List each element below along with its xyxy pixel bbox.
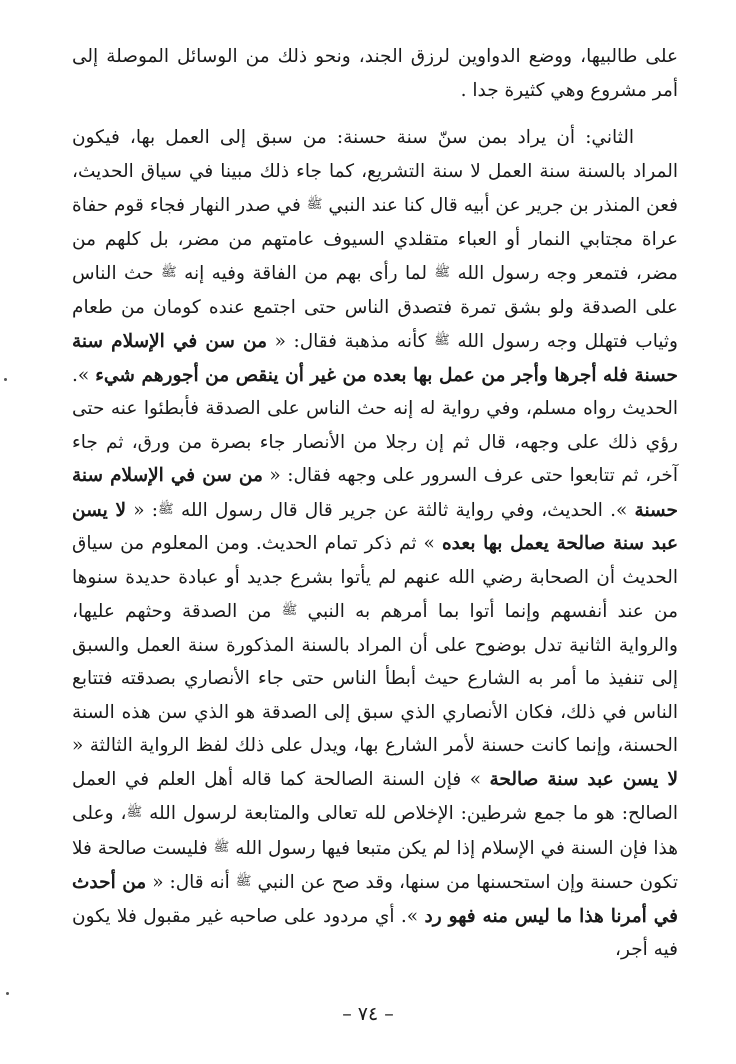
intro-paragraph: على طالبيها، ووضع الدواوين لرزق الجند، ونحو ذلك من الوسائل الموصلة إلى أمر مشروع وهي كثيرة جدا . [72, 46, 678, 101]
document-page [72, 40, 678, 967]
text-run: فليست صالحة فلا تكون حسنة وإن استحسنها من سنها، وقد صح عن النبي [72, 837, 679, 893]
salla-symbol: ﷺ [434, 265, 451, 280]
salla-symbol: ﷺ [126, 805, 143, 820]
salla-symbol: ﷺ [160, 265, 177, 280]
scan-speck [4, 378, 7, 381]
text-run: في صدر النهار فجاء قوم حفاة عراة مجتابي النمار أو العباء متقلدي السيوف عامتهم من مضر، بل كلهم من مضر، فتمعر وجه رسول الله [72, 195, 678, 284]
salla-symbol: ﷺ [281, 603, 298, 618]
hadith-quote: من سن في الإسلام سنة حسنة [72, 465, 678, 521]
salla-symbol: ﷺ [213, 839, 230, 855]
hadith-quote: لا يسن عبد سنة صالحة [489, 768, 678, 790]
hadith-quote: لا يسن عبد سنة صالحة يعمل بها بعده [72, 499, 679, 554]
scan-speck [6, 992, 9, 995]
text-run: ». الحديث رواه مسلم، وفي رواية له إنه حث الناس على الصدقة فأبطئوا عنه حتى رؤي ذلك على وجهه، قال ثم إن رجلا من الأنصار جاء بصرة من ورق، ثم جاء آخر، ثم تتابعوا حتى عرف السرور على وجهه فقال: « [72, 364, 678, 486]
text-run: الثاني: أن يراد بمن سنّ سنة حسنة: من سبق إلى العمل بها، فيكون المراد بالسنة سنة العمل لا سنة التشريع، كما جاء ذلك مبينا في سياق الحديث، فعن المنذر بن جرير عن أبيه قال كنا عند النبي [72, 127, 678, 216]
text-run: ». أي مردود على صاحبه غير مقبول فلا يكون فيه أجر، [72, 905, 678, 960]
text-run: ، وعلى هذا فإن السنة في الإسلام إذا لم يكن متبعا فيها رسول الله [72, 803, 678, 859]
salla-symbol: ﷺ [158, 501, 174, 517]
page-number: – ٧٤ – [342, 1003, 394, 1025]
salla-symbol: ﷺ [235, 874, 252, 889]
salla-symbol: ﷺ [434, 333, 450, 348]
hadith-quote: من سن في الإسلام سنة حسنة فله أجرها وأجر من عمل بها بعده من غير أن ينقص من أجورهم شيء [72, 331, 678, 386]
text-run: لما رأى بهم من الفاقة وفيه إنه [176, 263, 435, 284]
text-run: من الصدقة وحثهم عليها، والرواية الثانية تدل بوضوح على أن المراد بالسنة المذكورة سنة العمل والسبق إلى تنفيذ ما أمر به الشارع حيث أبطأ الناس حتى جاء الأنصاري بصدقته فتتابع الناس في ذلك، فكان الأنصاري الذي سبق إلى الصدقة هو الذي سن هذه السنة الحسنة، وإنما كانت حسنة لأمر الشارع بها، ويدل على ذلك لفظ الرواية الثالثة « [72, 601, 678, 756]
main-paragraph [72, 121, 678, 967]
text-run: كأنه مذهبة فقال: « [267, 331, 435, 352]
hadith-quote: من أحدث في أمرنا هذا ما ليس منه فهو رد [72, 872, 679, 927]
text-run: حث الناس على الصدقة ولو بشق تمرة فتصدق الناس حتى اجتمع عنده كومان من طعام وثياب فتهلل وجه رسول الله [72, 263, 678, 352]
text-run: أنه قال: « [146, 872, 236, 893]
text-run: » فإن السنة الصالحة كما قاله أهل العلم في العمل الصالح: هو ما جمع شرطين: الإخلاص لله تعالى والمتابعة لرسول الله [72, 768, 678, 824]
text-run: » ثم ذكر تمام الحديث. ومن المعلوم من سياق الحديث أن الصحابة رضي الله عنهم لم يأتوا بشرع جديد أو عبادة حديدة سنوها من عند أنفسهم وإنما أتوا بما أمرهم به النبي [72, 533, 679, 622]
text-run: ». الحديث، وفي رواية ثالثة عن جرير قال قال رسول الله [173, 499, 635, 521]
salla-symbol: ﷺ [306, 197, 323, 212]
text-run: : « [126, 499, 159, 521]
